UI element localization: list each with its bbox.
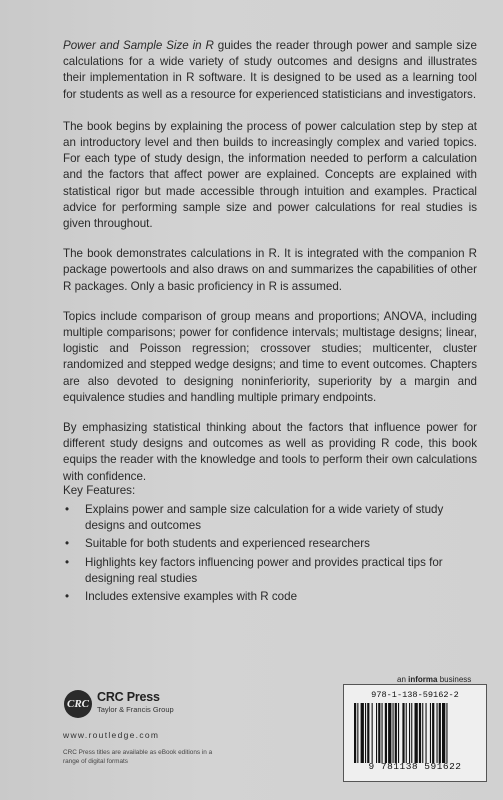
barcode-digits: 9 781138 591622 [368, 761, 462, 772]
list-item: • Highlights key factors influencing power and provides practical tips for designing real studies [65, 555, 443, 585]
key-features-list [63, 502, 463, 607]
publisher-group: Taylor & Francis Group [97, 705, 174, 714]
barcode-bar [354, 703, 356, 763]
barcode-bar [415, 703, 418, 763]
book-title: Power and Sample Size in R [63, 39, 214, 52]
barcode-bar [382, 703, 383, 763]
barcode-bar [442, 703, 445, 763]
barcode-bar [426, 703, 427, 763]
crc-logo-icon: CRC [64, 690, 92, 718]
blurb [63, 38, 477, 499]
bullet-icon: • [65, 555, 70, 569]
barcode-bar [393, 703, 394, 763]
barcode-bar [378, 703, 380, 763]
blurb-paragraph-1 [63, 38, 477, 103]
barcode-bar [406, 703, 407, 763]
barcode-bar [409, 703, 410, 763]
key-features-title: Key Features: [63, 484, 136, 497]
barcode-bar [372, 703, 373, 763]
blurb-paragraph-1-text: guides the reader through power and sample size calculations for a wide variety of study outcomes and designs and illustrates their implementation in R software. It is designed to be used as a learning tool for students as well as a resource for experienced statisticians and investigators. [63, 39, 477, 101]
blurb-paragraph-5: By emphasizing statistical thinking about the factors that influence power for different study designs and outcomes as well as providing R code, this book equips the reader with the knowledge and tools to perform their own calculations with confidence. [63, 421, 477, 483]
website-link[interactable]: www.routledge.com [63, 730, 160, 740]
barcode-bar [398, 703, 399, 763]
blurb-paragraph-4: Topics include comparison of group means and proportions; ANOVA, including multiple comparisons; power for confidence intervals; multistage designs; linear, logistic and Poisson regression; crossover studies; multicenter, cluster randomized and stepped wedge designs; and time to event outcomes. Chapters are also devoted to designing noninferiority, superiority by a margin and equivalence studies and handling multiple primary endpoints. [63, 309, 477, 404]
publisher-name: CRC Press [97, 690, 160, 704]
barcode-bar [437, 703, 438, 763]
barcode-bar [376, 703, 377, 763]
isbn-barcode [343, 684, 487, 782]
isbn-number: 978-1-138-59162-2 [371, 690, 459, 700]
bullet-icon: • [65, 537, 70, 551]
bullet-icon: • [65, 503, 70, 516]
barcode-bar [357, 703, 358, 763]
blurb-paragraph-3: The book demonstrates calculations in R. It is integrated with the companion R package powertools and also draws on and summarizes the capabilities of other R packages. Only a basic proficiency in R is assumed. [63, 247, 477, 293]
barcode-bar [388, 703, 391, 763]
list-item: • Includes extensive examples with R code [63, 589, 463, 605]
ebook-note: CRC Press titles are available as eBook editions in a range of digital formats [63, 749, 213, 765]
barcode-bar [446, 703, 447, 763]
barcode-bar [430, 703, 431, 763]
barcode-bar [365, 703, 366, 763]
barcode-bar [422, 703, 423, 763]
list-item: • Explains power and sample size calculation for a wide variety of study designs and outcomes [65, 503, 444, 533]
barcode-bar [402, 703, 404, 763]
barcode-bar [395, 703, 397, 763]
barcode-bar [367, 703, 369, 763]
barcode-bar [419, 703, 421, 763]
barcode-bar [361, 703, 364, 763]
barcode-bar [439, 703, 441, 763]
list-item: • Suitable for both students and experienced researchers [63, 536, 463, 552]
barcode-bar [411, 703, 412, 763]
publisher-block [97, 690, 174, 714]
barcode-bar [385, 703, 387, 763]
informa-business-label: an informa business [397, 675, 472, 684]
barcode-bars [354, 703, 478, 763]
blurb-paragraph-2: The book begins by explaining the process of power calculation step by step at an introductory level and then builds to increasingly complex and varied topics. For each type of study design, the information needed to perform a calculation and the factors that affect power are explained. Concepts are explained with statistical rigor but made accessible through intuition and examples. Practical advice for performing sample size and power calculations for real studies is given throughout. [63, 119, 477, 231]
bullet-icon: • [65, 590, 70, 604]
informa-brand: informa [408, 675, 438, 684]
barcode-bar [432, 703, 434, 763]
